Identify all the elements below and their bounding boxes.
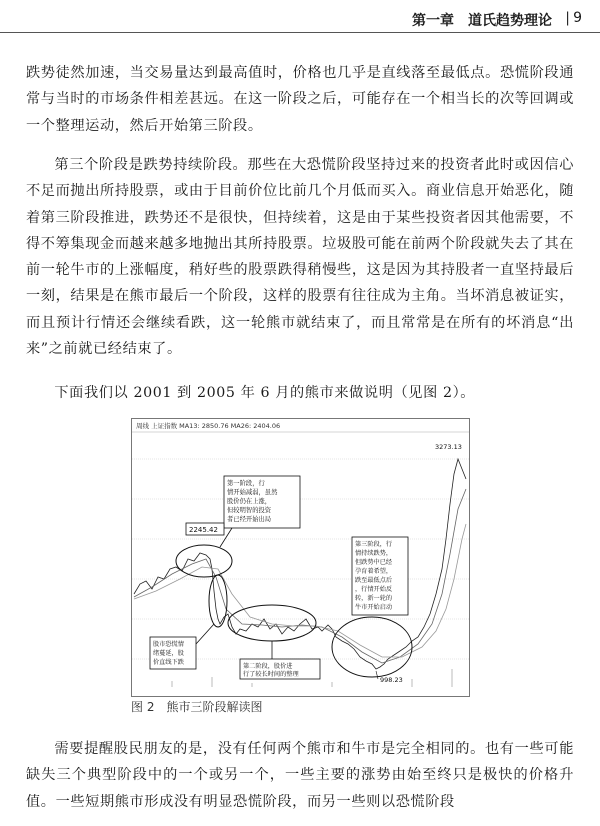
panic-line1: 股市恐慌情 bbox=[153, 641, 184, 648]
phase3-line3: 但跌势中已经 bbox=[355, 559, 393, 566]
phase3-ellipse bbox=[332, 617, 412, 677]
peak-label bbox=[186, 523, 224, 535]
paragraph-3: 下面我们以 2001 到 2005 年 6 月的熊市来做说明（见图 2）。 bbox=[54, 385, 476, 401]
chart-svg bbox=[132, 419, 469, 696]
header-rule bbox=[0, 32, 600, 33]
phase2-annotation bbox=[240, 641, 320, 679]
paragraph-2: 第三个阶段是跌势持续阶段。那些在大恐慌阶段坚持过来的投资者此时或因信心不足而抛出所持股票，或由于目前价位比前几个月低而买入。商业信息开始恶化，随着第三阶段推进，跌势还不是很快，但持续着，这是由于某些投资者因其他需要，不得不筹集现金而越来越多地抛出其所持股票。垃圾股可能在前两个阶段就失去了其在前一轮牛市的上涨幅度，稍好些的股票跌得稍慢些，这是因为其持股者一直坚持最后一刻，结果是在熊市最后一个阶段，这样的股票有往往成为主角。当坏消息被证实，而且预计行情还会继续看跌，这一轮熊市就结束了，而且常常是在所有的坏消息“出来”之前就已经结束了。 bbox=[26, 157, 574, 358]
panic-line2: 绪蔓延，股 bbox=[153, 650, 184, 657]
header-separator: | bbox=[565, 10, 570, 26]
phase3-line5: 跌至最低点后 bbox=[355, 577, 393, 584]
paragraph-1: 跌势徒然加速，当交易量达到最高值时，价格也几乎是直线落至最低点。恐慌阶段通常与当时的市场条件相差甚远。在这一阶段之后，可能存在一个相当长的次等回调或一个整理运动，然后开始第三阶段。 bbox=[26, 65, 574, 134]
phase1-line5: 者已经开始出局 bbox=[227, 516, 272, 523]
svg-text:股市恐慌情 绪蔓延，股 价直 bbox=[153, 640, 186, 666]
phase1-annotation bbox=[220, 476, 300, 547]
phase2-line2: 行了较长时间的整理 bbox=[243, 671, 299, 678]
low-pointer bbox=[376, 671, 378, 679]
low-value: 998.23 bbox=[380, 676, 403, 684]
phase1-line4: 但较明智的投资 bbox=[227, 507, 272, 514]
phase1-line3: 股价仍在上涨， bbox=[227, 498, 272, 505]
gridlines bbox=[132, 459, 469, 659]
figure-caption bbox=[131, 698, 274, 715]
phase3-annotation bbox=[352, 537, 408, 615]
panic-line3: 价直线下跌 bbox=[153, 659, 184, 666]
phase2-line1: 第二阶段，股价进 bbox=[243, 663, 293, 670]
chapter-title: 第一章 道氏趋势理论 bbox=[412, 13, 552, 29]
chart-header: 周线 上证指数 MA13: 2850.76 MA26: 2404.06 bbox=[136, 422, 281, 430]
paragraph-4: 需要提醒股民朋友的是，没有任何两个熊市和牛市是完全相同的。也有一些可能缺失三个典型阶段中的一个或另一个，一些主要的涨势由始至终只是极快的价格升值。一些短期熊市形成没有明显恐慌阶段，而另一些则以恐慌阶段 bbox=[26, 741, 574, 810]
panic-annotation bbox=[150, 624, 214, 669]
phase3-line4: 孕育着希望， bbox=[355, 568, 393, 575]
caption-title: 熊市三阶段解读图 bbox=[166, 700, 263, 714]
page-number: 9 bbox=[573, 10, 582, 26]
peak-value: 2245.42 bbox=[189, 526, 218, 534]
phase3-line7: 转，新一轮的 bbox=[355, 595, 393, 602]
caption-number: 图 2 bbox=[131, 700, 155, 714]
phase3-line8: 牛市开始启动 bbox=[355, 604, 393, 611]
high-value: 3273.13 bbox=[435, 443, 462, 451]
phase1-line2: 情开始减弱，虽然 bbox=[227, 489, 278, 496]
phase1-line1: 第一阶段，行 bbox=[227, 480, 265, 487]
phase3-line2: 情持续跌势， bbox=[355, 550, 393, 557]
phase1-ellipse bbox=[176, 545, 232, 577]
page-header bbox=[0, 8, 600, 30]
phase3-line6: ，行情开始反 bbox=[355, 586, 393, 593]
bear-market-chart-figure bbox=[131, 418, 470, 697]
phase3-line1: 第三阶段，行 bbox=[355, 541, 393, 548]
